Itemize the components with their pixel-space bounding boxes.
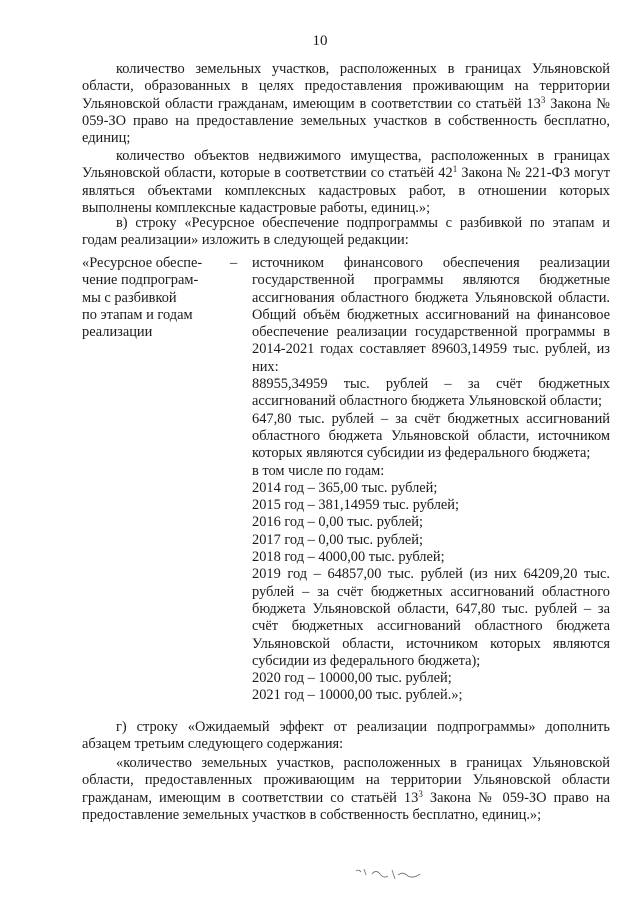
year-line: 2014 год – 365,00 тыс. рублей; — [252, 479, 438, 496]
label-line: реализации — [82, 324, 153, 341]
year-line: 2016 год – 0,00 тыс. рублей; — [252, 514, 423, 531]
year-line: 2021 год – 10000,00 тыс. рублей.»; — [252, 687, 463, 704]
table-dash: – — [230, 255, 238, 271]
paragraph-new-indicator: «количество земельных участков, расположенных в границах Ульяновской области, предоставленных проживающим на территории Ульяновской области гражданам, имеющим в соответствии со статьёй $13^3$ Закона № 059-ЗО право на предоставление земельных участков в собственность бесплатно, единиц.»; — [82, 755, 610, 823]
paragraph-real-estate-count: количество объектов недвижимого имущества, расположенных в границах Ульяновской области, которые в соответствии со статьёй $42^1$ Закона № 221-ФЗ могут являться объектами комплексных кадастровых работ, в отношении которых выполнены комплексные кадастровые работы, единиц.»; — [82, 148, 610, 216]
year-line: 2017 год – 0,00 тыс. рублей; — [252, 531, 423, 548]
label-line: мы с разбивкой — [82, 289, 177, 306]
table-row-content — [252, 255, 610, 705]
label-line: «Ресурсное обеспе- — [82, 255, 203, 271]
year-line-2019: 2019 год – 64857,00 тыс. рублей (из них 64209,20 тыс. рублей – за счёт бюджетных ассигнований областного бюджета Ульяновской области, 647,80 тыс. рублей – за счёт бюджетных ассигнований областного бюджета Ульяновской области, источником которых являются субсидии из федерального бюджета); — [252, 566, 610, 669]
funding-item: 88955,34959 тыс. рублей – за счёт бюджетных ассигнований областного бюджета Ульяновской области; — [252, 376, 610, 410]
paragraph-land-plots-count: количество земельных участков, расположенных в границах Ульяновской области, образованных в целях предоставления проживающим на территории Ульяновской области гражданам, имеющим в соответствии со статьёй $13^3$ Закона № 059-ЗО право на предоставление земельных участков в собственность бесплатно, единиц; — [82, 61, 610, 147]
by-years-heading: в том числе по годам: — [252, 462, 385, 479]
funding-intro: источником финансового обеспечения реализации государственной программы являются бюджетные ассигнования областного бюджета Ульяновской области. Общий объём бюджетных ассигнований на финансовое обеспечение реализации государственной программы в 2014-2021 годах составляет 89603,14959 тыс. рублей, из них: — [252, 255, 610, 375]
label-line: чение подпрограм- — [82, 272, 199, 289]
paragraph-expected-effect: г) строку «Ожидаемый эффект от реализации подпрограммы» дополнить абзацем третьим следующего содержания: — [82, 719, 610, 753]
year-line: 2020 год – 10000,00 тыс. рублей; — [252, 670, 452, 687]
label-line: по этапам и годам — [82, 306, 193, 323]
year-line: 2015 год – 381,14959 тыс. рублей; — [252, 497, 459, 514]
signature-mark — [350, 865, 430, 887]
paragraph-resource-row: в) строку «Ресурсное обеспечение подпрограммы с разбивкой по этапам и годам реализации» изложить в следующей редакции: — [82, 215, 610, 249]
page-number: 10 — [312, 33, 328, 49]
year-line: 2018 год – 4000,00 тыс. рублей; — [252, 549, 445, 566]
table-row-label — [82, 255, 230, 341]
funding-item: 647,80 тыс. рублей – за счёт бюджетных ассигнований областного бюджета Ульяновской области, источником которых являются субсидии из федерального бюджета; — [252, 410, 610, 462]
resource-table — [82, 255, 610, 715]
